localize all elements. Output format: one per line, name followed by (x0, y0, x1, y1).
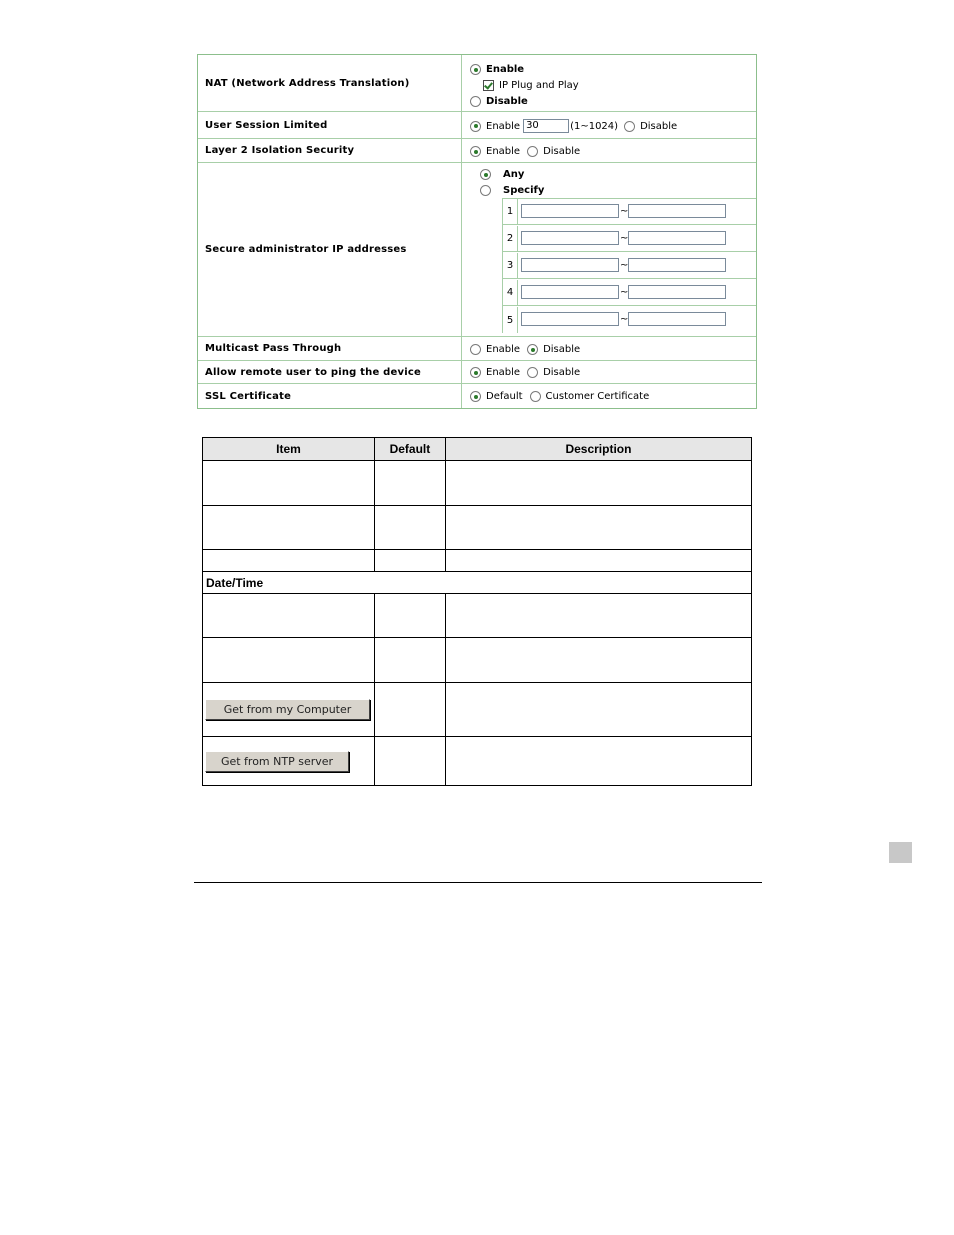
ssl-customer-radio[interactable] (530, 391, 541, 402)
ping-row: Allow remote user to ping the device Enable Disable (198, 361, 756, 384)
table-row (203, 461, 752, 506)
multicast-label: Multicast Pass Through (198, 337, 462, 360)
ping-disable-radio[interactable] (527, 367, 538, 378)
multicast-row: Multicast Pass Through Enable Disable (198, 337, 756, 361)
section-row (203, 572, 752, 594)
secure-ip-range-table (502, 198, 756, 333)
ip-range-row: 5 ~ (503, 307, 756, 333)
nat-disable-option[interactable]: Disable (470, 96, 528, 107)
secure-ip-specify-option[interactable]: Specify (480, 185, 544, 196)
ssl-default-radio[interactable] (470, 391, 481, 402)
footer-divider (194, 882, 762, 883)
ssl-row: SSL Certificate Default Customer Certificate (198, 384, 756, 408)
table-row (203, 638, 752, 683)
ping-enable-radio[interactable] (470, 367, 481, 378)
nat-row (198, 55, 756, 112)
table-row (203, 506, 752, 550)
get-from-computer-button[interactable]: Get from my Computer (205, 699, 370, 720)
ip-range-end-input[interactable] (628, 204, 726, 218)
section-title: Date/Time (203, 572, 752, 594)
ip-plug-and-play-option[interactable]: IP Plug and Play (483, 80, 579, 91)
secure-ip-label: Secure administrator IP addresses (198, 163, 462, 336)
session-disable-label: Disable (640, 120, 678, 132)
session-label: User Session Limited (198, 112, 462, 138)
layer2-enable-radio[interactable] (470, 146, 481, 157)
ip-range-row: 4 ~ (503, 280, 756, 306)
ssl-label: SSL Certificate (198, 384, 462, 408)
description-table (202, 437, 752, 786)
settings-panel (197, 54, 757, 409)
session-row (198, 112, 756, 139)
nat-label: NAT (Network Address Translation) (198, 55, 462, 111)
layer2-label: Layer 2 Isolation Security (198, 139, 462, 162)
ip-range-row: 1 ~ (503, 199, 756, 225)
default-header: Default (374, 438, 445, 461)
ip-range-start-input[interactable] (521, 204, 619, 218)
session-disable-radio[interactable] (624, 121, 635, 132)
ip-range-start-input[interactable] (521, 258, 619, 272)
table-row (203, 683, 752, 737)
ip-range-end-input[interactable] (628, 258, 726, 272)
layer2-disable-radio[interactable] (527, 146, 538, 157)
multicast-enable-radio[interactable] (470, 344, 481, 355)
secure-ip-row (198, 163, 756, 337)
item-header: Item (203, 438, 375, 461)
layer2-row: Layer 2 Isolation Security Enable Disable (198, 139, 756, 163)
session-range-label: (1~1024) (570, 120, 619, 132)
page-tab-marker (889, 842, 912, 863)
ip-range-start-input[interactable] (521, 231, 619, 245)
session-limit-input[interactable]: 30 (523, 119, 569, 133)
ip-range-end-input[interactable] (628, 312, 726, 326)
description-header: Description (445, 438, 751, 461)
session-enable-radio[interactable] (470, 121, 481, 132)
table-header-row (203, 438, 752, 461)
secure-ip-any-option[interactable]: Any (480, 169, 524, 180)
nat-enable-radio[interactable] (470, 64, 481, 75)
ping-label: Allow remote user to ping the device (198, 361, 462, 383)
ip-range-start-input[interactable] (521, 285, 619, 299)
table-row (203, 737, 752, 786)
ip-range-row: 3 ~ (503, 253, 756, 279)
multicast-disable-radio[interactable] (527, 344, 538, 355)
secure-ip-any-radio[interactable] (480, 169, 491, 180)
table-row (203, 550, 752, 572)
session-enable-label: Enable (486, 120, 521, 132)
nat-disable-radio[interactable] (470, 96, 481, 107)
ip-plug-and-play-checkbox[interactable] (483, 80, 494, 91)
table-row (203, 594, 752, 638)
ip-range-row: 2 ~ (503, 226, 756, 252)
get-from-ntp-button[interactable]: Get from NTP server (205, 751, 349, 772)
ip-range-end-input[interactable] (628, 231, 726, 245)
secure-ip-specify-radio[interactable] (480, 185, 491, 196)
ip-range-start-input[interactable] (521, 312, 619, 326)
nat-enable-option[interactable]: Enable (470, 64, 524, 75)
ip-range-end-input[interactable] (628, 285, 726, 299)
